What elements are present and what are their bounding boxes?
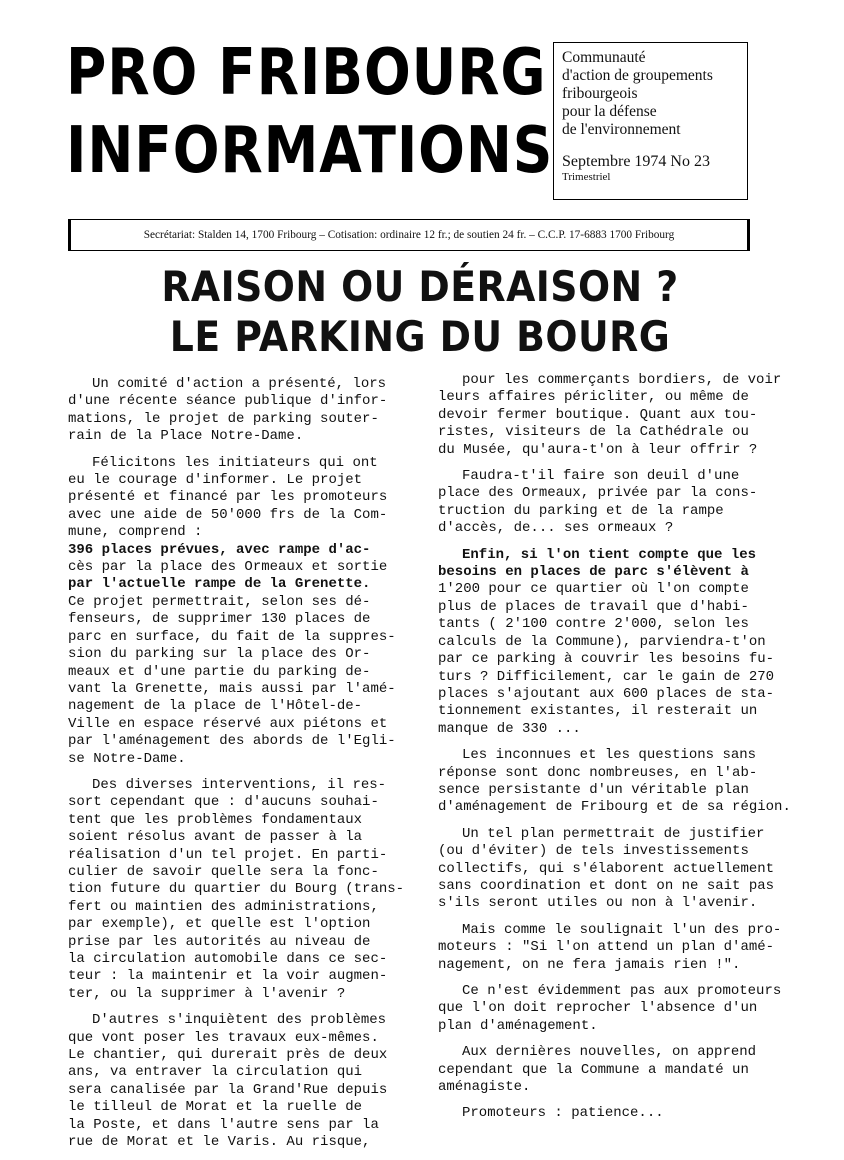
article-line: ter, ou la supprimer à l'avenir ? — [68, 985, 346, 1002]
masthead-title — [66, 34, 554, 190]
article-line: d'accès, de... ses ormeaux ? — [438, 520, 674, 537]
article-line: la circulation automobile dans ce sec- — [68, 951, 388, 967]
secretariat-bar: Secrétariat: Stalden 14, 1700 Fribourg – Cotisation: ordinaire 12 fr.; de soutien 24 fr. – C.C.P. 17-6883 1700 Fribourg — [68, 219, 750, 251]
article-line: par l'aménagement des abords de l'Egli- — [68, 733, 396, 750]
article-line: besoins en places de parc s'élèvent à — [438, 564, 749, 581]
issue-date: Septembre 1974 No 23 — [562, 153, 710, 170]
article-line: la Poste, et dans l'autre sens par la — [68, 1116, 379, 1133]
article-line: sort cependant que : d'aucuns souhai- — [68, 794, 379, 811]
article-line: devoir fermer boutique. Quant aux tou- — [438, 406, 758, 423]
article-line: Les inconnues et les questions sans — [462, 747, 757, 764]
article-line: fert ou maintien des administrations, — [68, 898, 379, 915]
article-line: réalisation d'un tel projet. En parti- — [68, 846, 388, 863]
article-line: places s'ajoutant aux 600 places de sta- — [438, 685, 775, 702]
publisher-line: d'action de groupements — [562, 67, 713, 84]
headline-line-2: LE PARKING DU BOURG — [169, 312, 671, 361]
article-line: nagement, on ne fera jamais rien !". — [438, 956, 741, 973]
publisher-info-box — [553, 42, 748, 200]
article-line: d'une récente séance publique d'infor- — [68, 393, 388, 410]
article-line: D'autres s'inquiètent des problèmes — [92, 1012, 387, 1029]
article-line: cependant que la Commune a mandaté un — [438, 1061, 749, 1078]
article-line: que l'on doit reprocher l'absence d'un — [438, 1000, 758, 1017]
article-paragraph — [438, 372, 803, 459]
publisher-line: fribourgeois — [562, 85, 638, 102]
headline-line-1: RAISON OU DÉRAISON ? — [161, 262, 679, 311]
article-line: rain de la Place Notre-Dame. — [68, 428, 304, 445]
issue-frequency: Trimestriel — [562, 171, 611, 183]
article-line: collectifs, qui s'élaborent actuellement — [438, 860, 775, 877]
article-line: truction du parking et de la rampe — [438, 502, 724, 519]
publisher-line: Communauté — [562, 49, 646, 66]
article-line: Un comité d'action a présenté, lors — [92, 376, 387, 392]
article-line: mune, comprend : — [68, 524, 203, 541]
article-line: teur : la maintenir et la voir augmen- — [68, 968, 388, 985]
article-line: mations, le projet de parking souter- — [68, 410, 379, 427]
article-line: moteurs : "Si l'on attend un plan d'amé- — [438, 939, 775, 956]
article-line: Mais comme le soulignait l'un des pro- — [462, 921, 782, 938]
article-line: Ce projet permettrait, selon ses dé- — [68, 593, 371, 610]
article-line: pour les commerçants bordiers, de voir — [462, 372, 782, 388]
article-line: Promoteurs : patience... — [462, 1105, 664, 1122]
article-line: tionnement existantes, il resterait un — [438, 703, 758, 720]
article-line: manque de 330 ... — [438, 720, 581, 737]
article-paragraph — [438, 1044, 803, 1096]
article-line: par l'actuelle rampe de la Grenette. — [68, 576, 371, 593]
article-line: Faudra-t'il faire son deuil d'une — [462, 468, 740, 485]
article-paragraph — [438, 747, 803, 817]
article-line: meaux et d'une partie du parking de- — [68, 663, 371, 680]
article-line: 1'200 pour ce quartier où l'on compte — [438, 581, 749, 598]
article-paragraph — [438, 983, 803, 1035]
article-line: aménagiste. — [438, 1079, 531, 1096]
article-line: d'aménagement de Fribourg et de sa région. — [438, 799, 791, 816]
article-line: se Notre-Dame. — [68, 750, 186, 767]
article-line: tent que les problèmes fondamentaux — [68, 811, 363, 828]
article-line: le tilleul de Morat et la ruelle de — [68, 1099, 363, 1116]
article-line: avec une aide de 50'000 frs de la Com- — [68, 506, 388, 523]
article-line: plus de places de travail que d'habi- — [438, 598, 749, 615]
article-headline — [80, 262, 760, 362]
article-line: du Musée, qu'aura-t'on à leur offrir ? — [438, 441, 758, 458]
article-left-column — [68, 376, 413, 1160]
article-line: parc en surface, du fait de la suppres- — [68, 628, 396, 645]
article-line: sence persistante d'un véritable plan — [438, 781, 749, 798]
article-paragraph — [68, 455, 413, 768]
masthead-line-1: PRO FRIBOURG — [66, 36, 547, 110]
article-line: Félicitons les initiateurs qui ont — [92, 454, 378, 471]
article-line: fenseurs, de supprimer 130 places de — [68, 611, 371, 628]
article-paragraph — [68, 777, 413, 1003]
publisher-line: de l'environnement — [562, 121, 681, 138]
article-line: réponse sont donc nombreuses, en l'ab- — [438, 764, 758, 781]
article-line: nagement de la place de l'Hôtel-de- — [68, 698, 363, 715]
article-line: tion future du quartier du Bourg (trans- — [68, 881, 405, 898]
article-line: turs ? Difficilement, car le gain de 270 — [438, 668, 775, 685]
masthead-line-2: INFORMATIONS — [66, 114, 554, 188]
article-paragraph — [68, 1012, 413, 1151]
article-paragraph — [438, 547, 803, 738]
article-line: présenté et financé par les promoteurs — [68, 489, 388, 506]
article-line: 396 places prévues, avec rampe d'ac- — [68, 541, 371, 558]
article-line: vant la Grenette, mais aussi par l'amé- — [68, 680, 396, 697]
article-paragraph — [438, 1105, 803, 1122]
article-line: sans coordination et dont on ne sait pas — [438, 877, 775, 894]
article-line: tants ( 2'100 contre 2'000, selon les — [438, 616, 749, 633]
article-paragraph — [68, 376, 413, 446]
article-line: Un tel plan permettrait de justifier — [462, 825, 765, 842]
article-line: ans, va entraver la circulation qui — [68, 1064, 363, 1081]
article-line: rue de Morat et le Varis. Au risque, — [68, 1134, 371, 1151]
article-line: soient résolus avant de passer à la — [68, 829, 363, 846]
article-line: que vont poser les travaux eux-mêmes. — [68, 1029, 379, 1046]
article-line: s'ils seront utiles ou non à l'avenir. — [438, 895, 758, 912]
article-line: leurs affaires péricliter, ou même de — [438, 389, 749, 406]
article-line: eu le courage d'informer. Le projet — [68, 472, 363, 489]
article-line: culier de savoir quelle sera la fonc- — [68, 863, 379, 880]
article-line: cès par la place des Ormeaux et sortie — [68, 559, 388, 576]
article-line: Le chantier, qui durerait près de deux — [68, 1047, 388, 1064]
article-line: Aux dernières nouvelles, on apprend — [462, 1044, 757, 1061]
article-line: Ce n'est évidemment pas aux promoteurs — [462, 983, 782, 999]
article-line: Enfin, si l'on tient compte que les — [462, 546, 757, 563]
article-line: sera canalisée par la Grand'Rue depuis — [68, 1081, 388, 1098]
article-line: place des Ormeaux, privée par la cons- — [438, 485, 758, 502]
article-line: Ville en espace réservé aux piétons et — [68, 715, 388, 732]
article-line: ristes, visiteurs de la Cathédrale ou — [438, 424, 749, 441]
article-line: Des diverses interventions, il res- — [92, 776, 387, 793]
article-line: prise par les autorités au niveau de — [68, 933, 371, 950]
article-line: plan d'aménagement. — [438, 1017, 598, 1034]
article-line: sion du parking sur la place des Or- — [68, 646, 371, 663]
article-paragraph — [438, 922, 803, 974]
article-line: par exemple), et quelle est l'option — [68, 916, 371, 933]
article-line: (ou d'éviter) de tels investissements — [438, 843, 749, 860]
article-paragraph — [438, 468, 803, 538]
article-line: par ce parking à couvrir les besoins fu- — [438, 651, 775, 668]
article-paragraph — [438, 826, 803, 913]
article-right-column — [438, 372, 803, 1132]
article-line: calculs de la Commune), parviendra-t'on — [438, 633, 766, 650]
publisher-line: pour la défense — [562, 103, 657, 120]
